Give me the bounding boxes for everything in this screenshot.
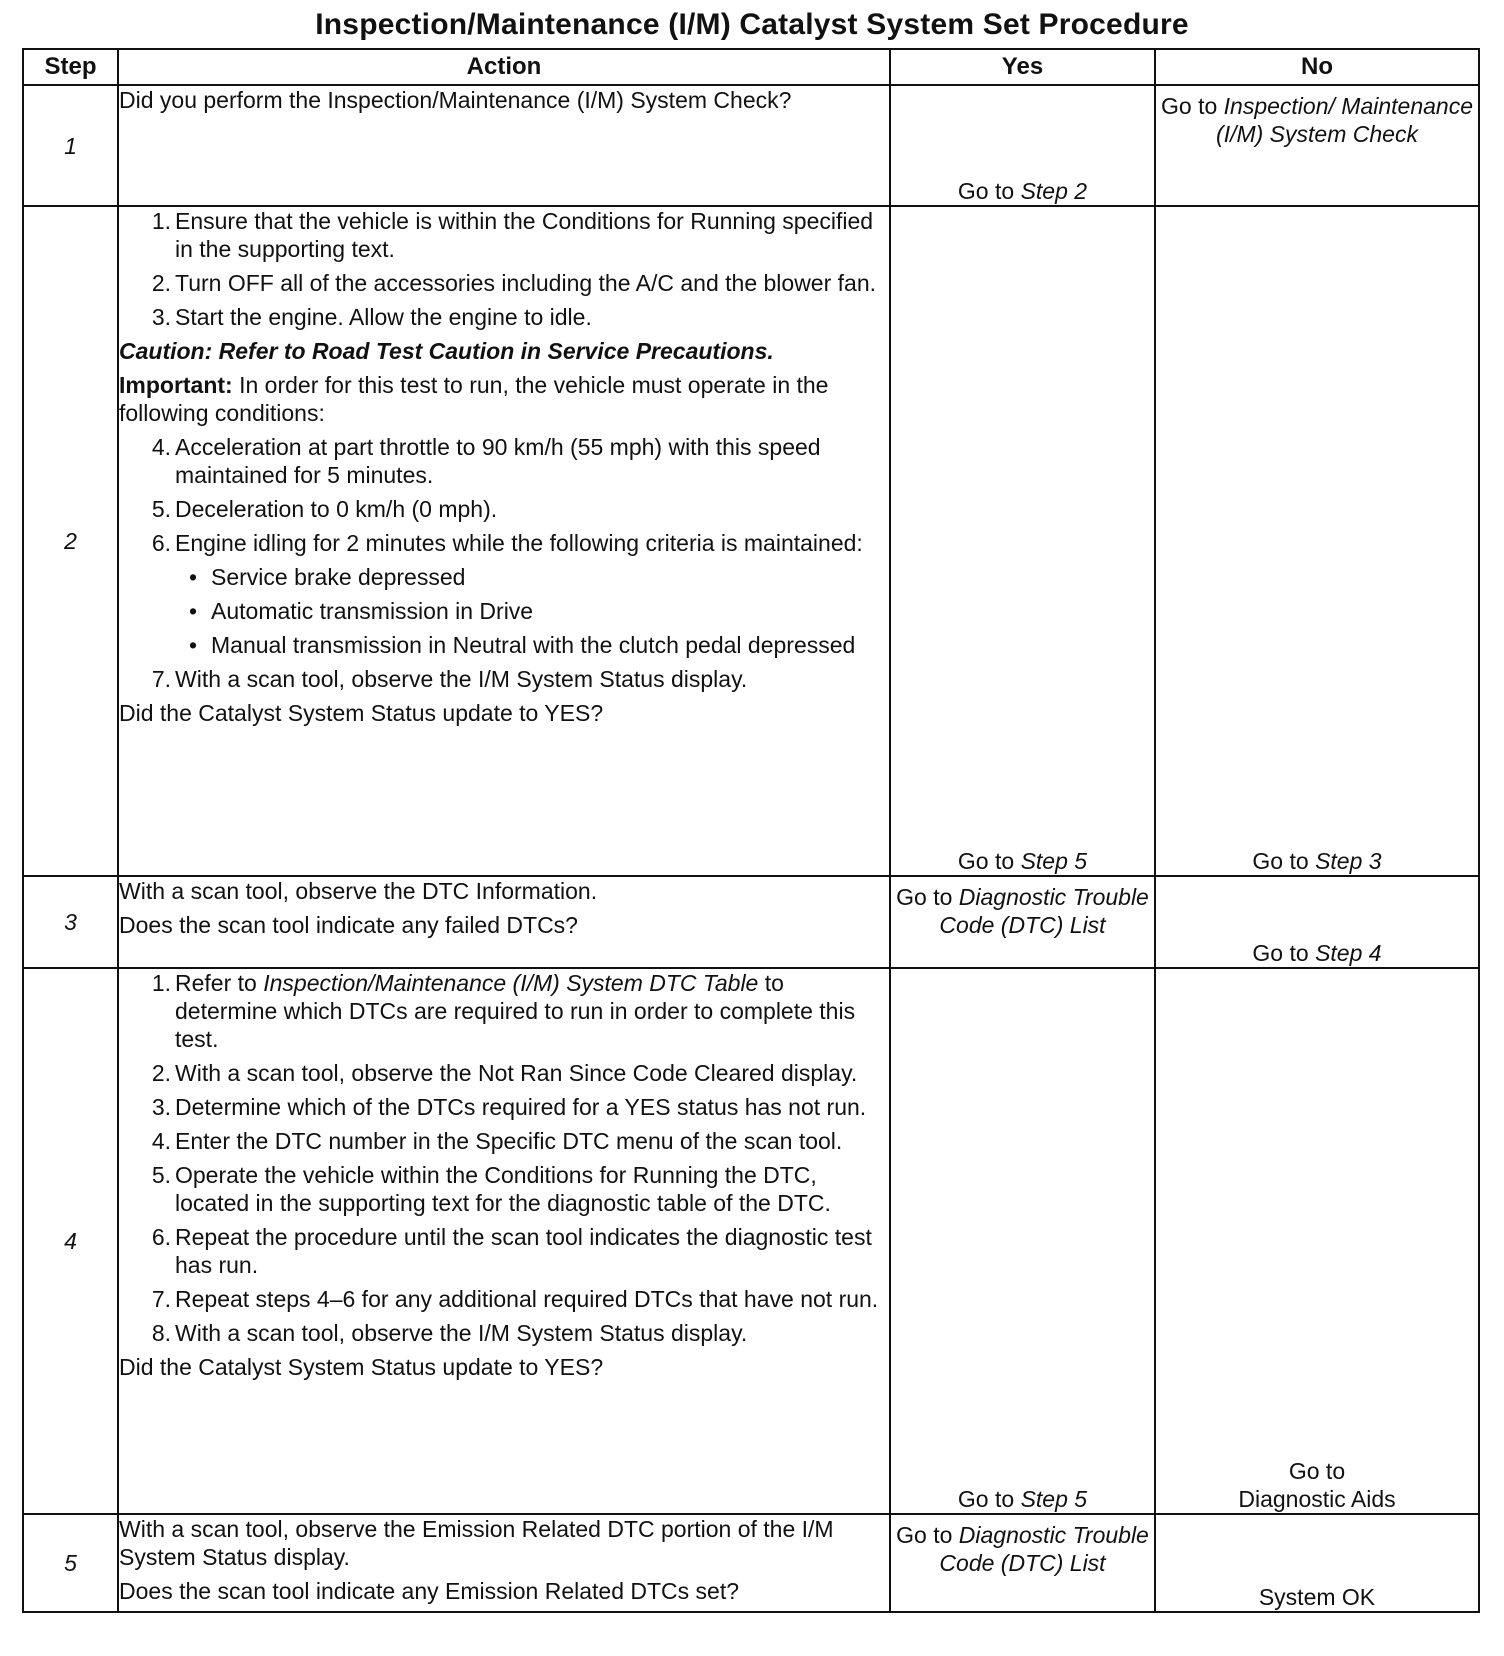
header-step: Step: [23, 49, 118, 85]
yes-cell: [890, 1514, 1155, 1612]
action-cell: [118, 85, 890, 206]
numbered-list: [119, 433, 889, 693]
bullet-icon: •: [189, 632, 198, 658]
no-cell: [1155, 85, 1479, 206]
header-yes: Yes: [890, 49, 1155, 85]
no-cell: [1155, 876, 1479, 968]
action-text: With a scan tool, observe the Emission Related DTC portion of the I/M System Status display.: [119, 1516, 834, 1570]
question-text: Did the Catalyst System Status update to YES?: [119, 700, 604, 726]
item-number: 7.: [151, 1286, 171, 1312]
item-text: to determine which DTCs are required to run in order to complete this test.: [175, 970, 856, 1052]
list-item: [119, 433, 889, 489]
important-label: Important:: [119, 372, 233, 398]
important-note: [119, 371, 889, 427]
list-item: [119, 1093, 889, 1121]
item-text: Enter the DTC number in the Specific DTC menu of the scan tool.: [175, 1128, 843, 1154]
bullet-text: Manual transmission in Neutral with the clutch pedal depressed: [211, 632, 856, 658]
item-text: With a scan tool, observe the I/M System Status display.: [175, 1320, 748, 1346]
caution-note: Caution: Refer to Road Test Caution in Service Precautions.: [119, 338, 774, 364]
yes-cell: [890, 876, 1155, 968]
page-title: Inspection/Maintenance (I/M) Catalyst System Set Procedure: [315, 8, 1189, 41]
bullet-text: Service brake depressed: [211, 564, 466, 590]
table-row-step-3: [23, 876, 1479, 968]
item-text: Repeat the procedure until the scan tool indicates the diagnostic test has run.: [175, 1224, 872, 1278]
dtc-table-link[interactable]: Inspection/Maintenance (I/M) System DTC Table: [263, 970, 759, 996]
list-item: [119, 1285, 889, 1313]
step-number: 1: [23, 85, 118, 206]
no-step-link[interactable]: Step 3: [1315, 848, 1382, 874]
numbered-list: [119, 207, 889, 331]
item-text: With a scan tool, observe the I/M System Status display.: [175, 666, 748, 692]
list-item: [119, 665, 889, 693]
yes-step-link[interactable]: Step 5: [1020, 848, 1088, 874]
item-number: 3.: [151, 304, 171, 330]
yes-cell: [890, 85, 1155, 206]
step-number: 5: [23, 1514, 118, 1612]
item-number: 4.: [151, 1128, 171, 1154]
table-row-step-2: [23, 206, 1479, 876]
yes-prefix: Go to: [896, 1522, 953, 1548]
bullet-text: Automatic transmission in Drive: [211, 598, 534, 624]
yes-prefix: Go to: [896, 884, 953, 910]
no-result: System OK: [1258, 1584, 1376, 1610]
list-item: [119, 1223, 889, 1279]
item-text: Ensure that the vehicle is within the Conditions for Running specified in the supporting text.: [175, 208, 874, 262]
list-item: [119, 1319, 889, 1347]
action-cell: [118, 1514, 890, 1612]
header-action: Action: [118, 49, 890, 85]
action-cell: [118, 206, 890, 876]
bullet-list: [175, 563, 889, 659]
step-number: 4: [23, 968, 118, 1514]
item-number: 6.: [151, 530, 171, 556]
item-text: Determine which of the DTCs required for a YES status has not run.: [175, 1094, 867, 1120]
item-text: With a scan tool, observe the Not Ran Since Code Cleared display.: [175, 1060, 858, 1086]
item-text: Acceleration at part throttle to 90 km/h (55 mph) with this speed maintained for 5 minutes.: [175, 434, 821, 488]
bullet-item: [175, 631, 889, 659]
item-text: Deceleration to 0 km/h (0 mph).: [175, 496, 498, 522]
item-number: 1.: [151, 208, 171, 234]
yes-prefix: Go to: [957, 1486, 1015, 1512]
numbered-list: [119, 969, 889, 1347]
item-number: 8.: [151, 1320, 171, 1346]
no-system-check-link[interactable]: Inspection/ Maintenance (I/M) System Check: [1216, 93, 1473, 147]
no-prefix: Go to: [1252, 940, 1309, 966]
list-item: [119, 969, 889, 1053]
table-row-step-5: [23, 1514, 1479, 1612]
item-number: 4.: [151, 434, 171, 460]
yes-cell: [890, 206, 1155, 876]
action-cell: [118, 876, 890, 968]
item-prefix: Refer to: [175, 970, 257, 996]
item-text: Engine idling for 2 minutes while the following criteria is maintained:: [175, 530, 863, 556]
no-diagnostic-aids-link[interactable]: Diagnostic Aids: [1238, 1486, 1396, 1512]
action-text: Did you perform the Inspection/Maintenance (I/M) System Check?: [119, 87, 792, 113]
yes-prefix: Go to: [957, 848, 1015, 874]
table-row-step-1: [23, 85, 1479, 206]
bullet-icon: •: [189, 564, 198, 590]
list-item: [119, 495, 889, 523]
bullet-item: [175, 597, 889, 625]
item-number: 1.: [151, 970, 171, 996]
question-text: Did the Catalyst System Status update to YES?: [119, 1354, 604, 1380]
action-text: With a scan tool, observe the DTC Information.: [119, 878, 598, 904]
item-number: 3.: [151, 1094, 171, 1120]
yes-step-link[interactable]: Step 2: [1020, 178, 1088, 204]
no-cell: [1155, 968, 1479, 1514]
list-item: [119, 269, 889, 297]
list-item: [119, 303, 889, 331]
table-row-step-4: [23, 968, 1479, 1514]
step-number: 3: [23, 876, 118, 968]
header-no: No: [1155, 49, 1479, 85]
item-text: Start the engine. Allow the engine to idle.: [175, 304, 592, 330]
no-step-link[interactable]: Step 4: [1315, 940, 1382, 966]
header-row: [23, 49, 1479, 85]
no-prefix: Go to: [1252, 848, 1309, 874]
item-text: Turn OFF all of the accessories including the A/C and the blower fan.: [175, 270, 877, 296]
yes-dtc-list-link[interactable]: Diagnostic Trouble Code (DTC) List: [939, 884, 1149, 938]
no-prefix: Go to: [1288, 1458, 1346, 1484]
item-text: Repeat steps 4–6 for any additional required DTCs that have not run.: [175, 1286, 879, 1312]
item-text: Operate the vehicle within the Conditions for Running the DTC, located in the supporting text for the diagnostic table of the DTC.: [175, 1162, 831, 1216]
bullet-item: [175, 563, 889, 591]
no-cell: [1155, 1514, 1479, 1612]
list-item: [119, 1161, 889, 1217]
procedure-table: [22, 48, 1480, 1613]
item-number: 5.: [151, 1162, 171, 1188]
no-prefix: Go to: [1161, 93, 1218, 119]
item-number: 5.: [151, 496, 171, 522]
important-text: In order for this test to run, the vehicle must operate in the following conditions:: [119, 372, 829, 426]
question-text: Does the scan tool indicate any failed DTCs?: [119, 912, 578, 938]
yes-step-link[interactable]: Step 5: [1020, 1486, 1088, 1512]
yes-dtc-list-link[interactable]: Diagnostic Trouble Code (DTC) List: [939, 1522, 1149, 1576]
list-item: [119, 1059, 889, 1087]
list-item: [119, 1127, 889, 1155]
list-item: [119, 207, 889, 263]
yes-prefix: Go to: [957, 178, 1015, 204]
step-number: 2: [23, 206, 118, 876]
no-cell: [1155, 206, 1479, 876]
list-item: [119, 529, 889, 659]
item-number: 2.: [151, 270, 171, 296]
item-number: 7.: [151, 666, 171, 692]
yes-cell: [890, 968, 1155, 1514]
item-number: 2.: [151, 1060, 171, 1086]
bullet-icon: •: [189, 598, 198, 624]
action-cell: [118, 968, 890, 1514]
question-text: Does the scan tool indicate any Emission Related DTCs set?: [119, 1578, 740, 1604]
item-number: 6.: [151, 1224, 171, 1250]
